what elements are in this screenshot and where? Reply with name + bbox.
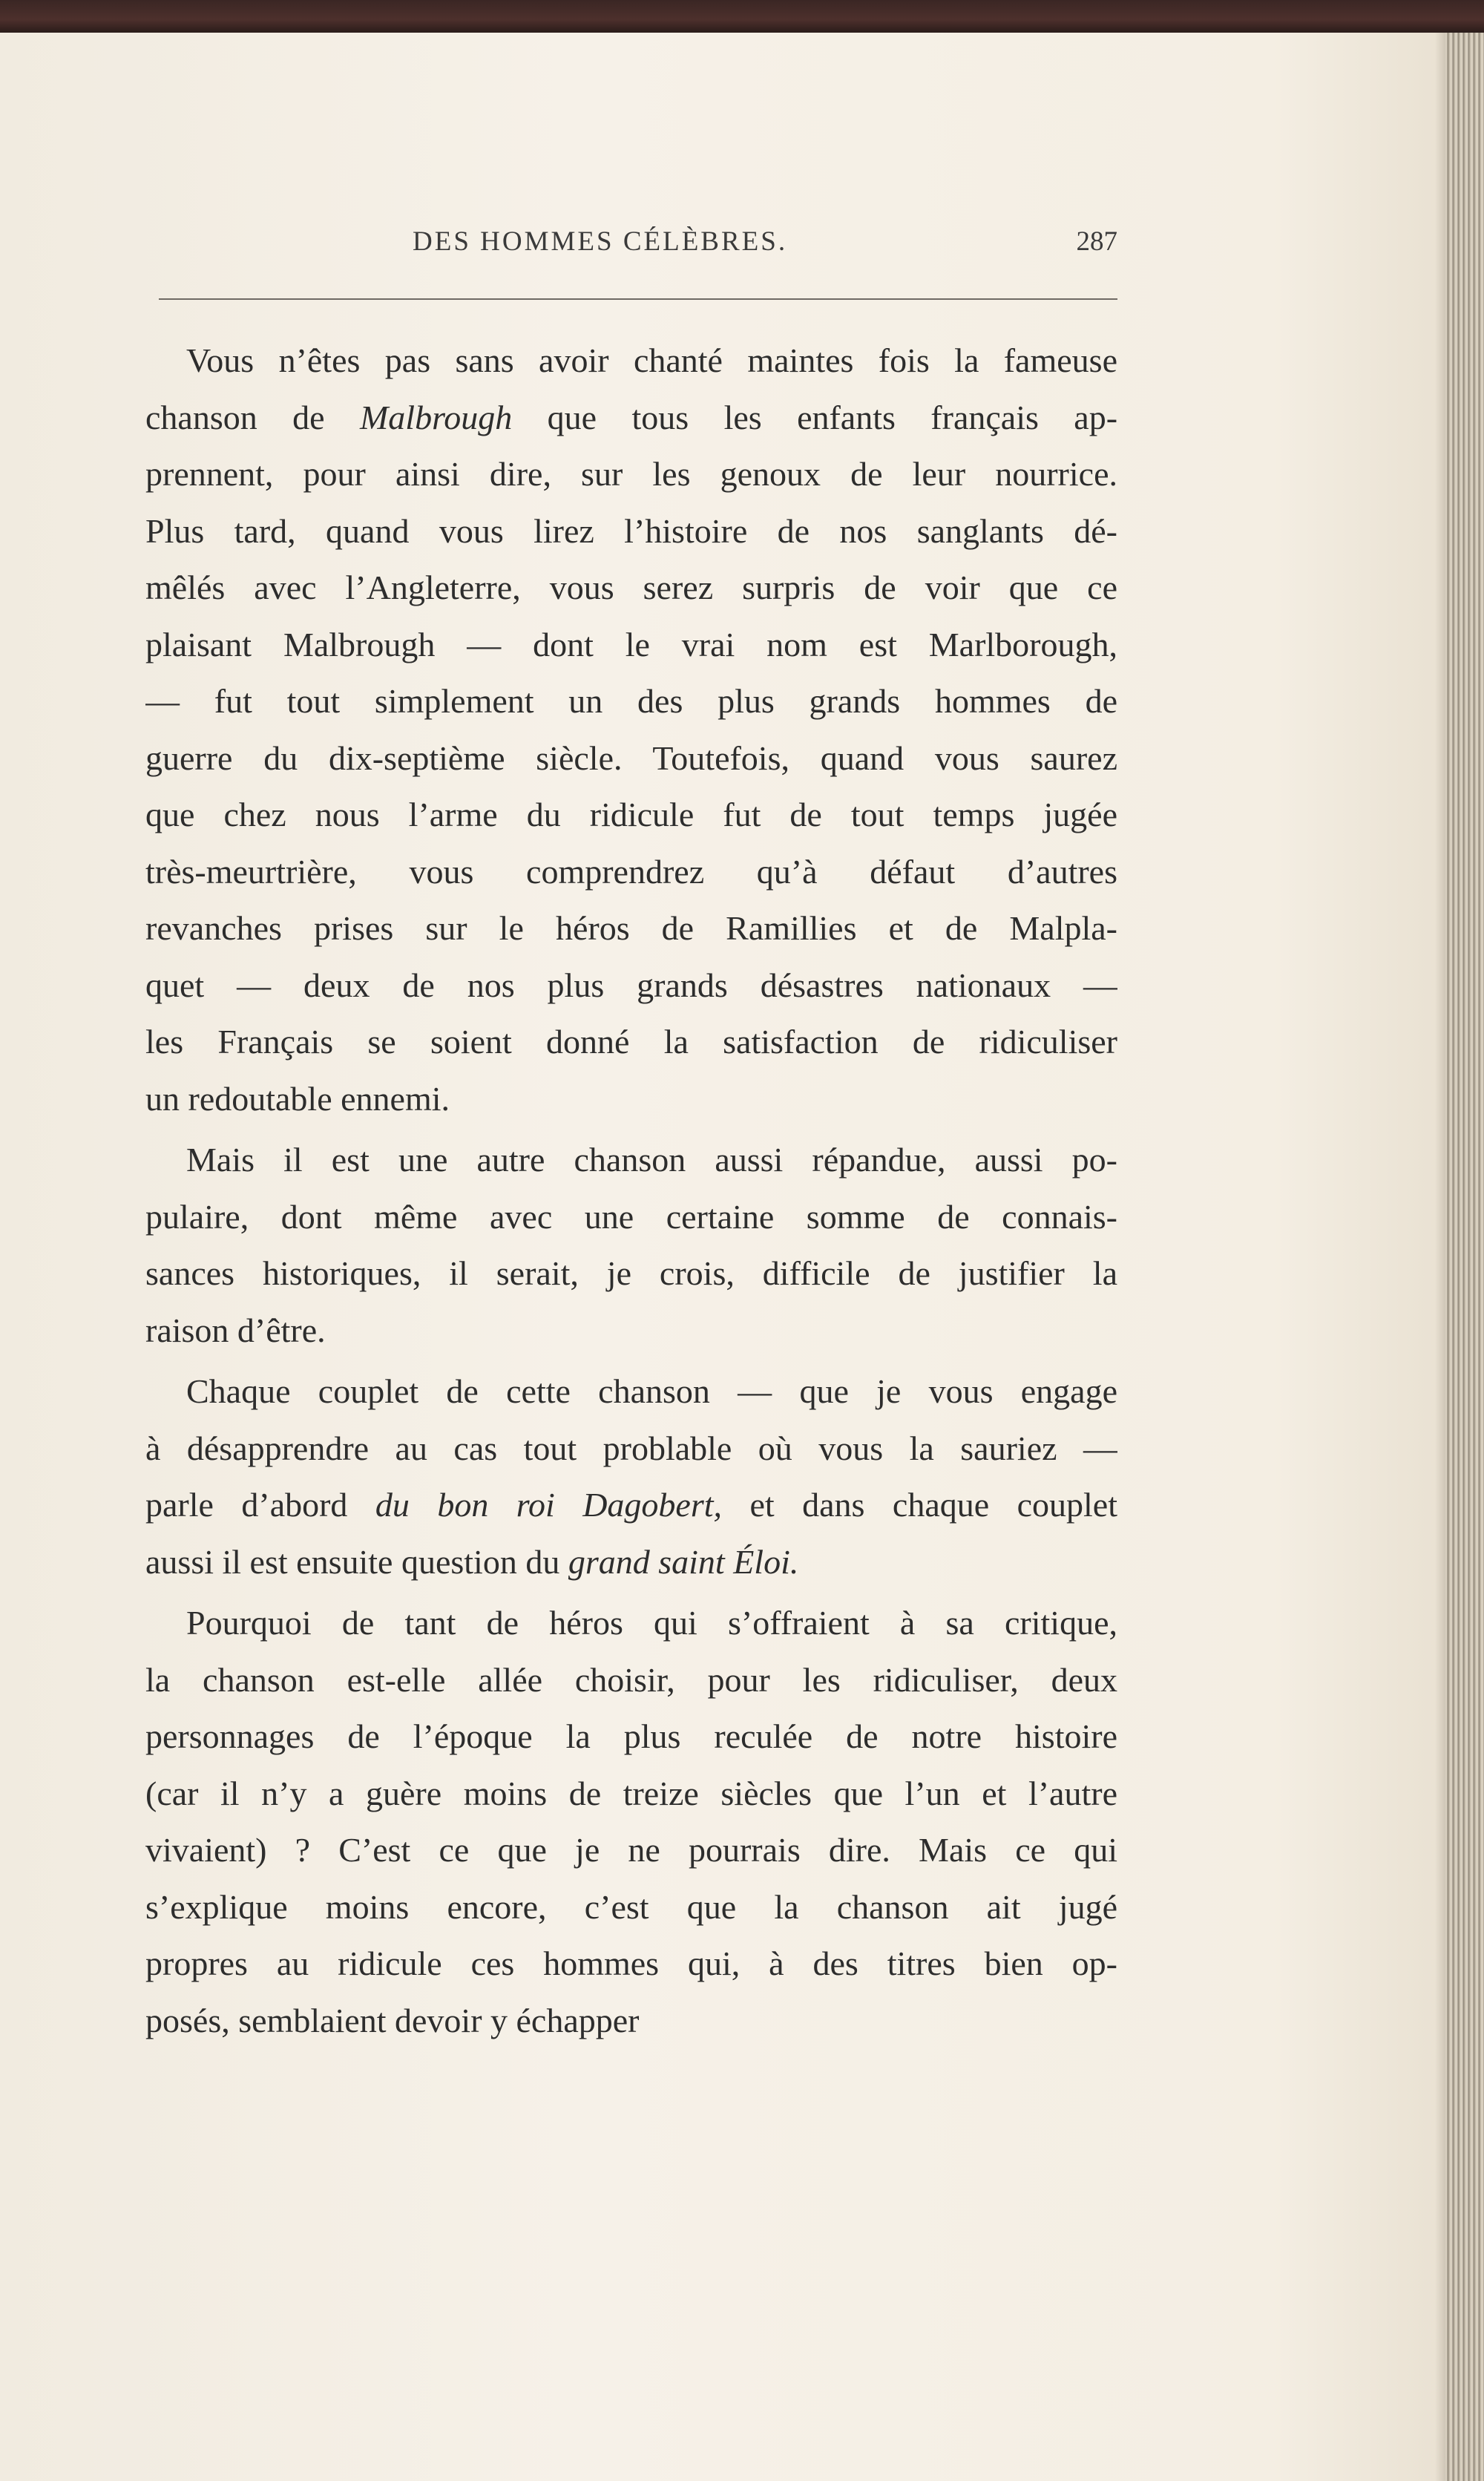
text-line: — fut tout simplement un des plus grands hommes de (145, 682, 1117, 720)
text-line: Plus tard, quand vous lirez l’histoire de nos sanglants dé- (145, 511, 1117, 550)
text-line: s’explique moins encore, c’est que la chanson ait jugé (145, 1887, 1117, 1926)
page-number: 287 (1076, 226, 1117, 257)
text-line: posés, semblaient devoir y échapper (145, 2001, 640, 2039)
text-line: sances historiques, il serait, je crois, difficile de justifier la (145, 1254, 1117, 1292)
text-line (145, 390, 1117, 447)
page-header (160, 220, 1117, 279)
book-top-edge (0, 0, 1484, 33)
text-line: raison d’être. (145, 1311, 326, 1349)
text-line: prennent, pour ainsi dire, sur les genoux de leur nourrice. (145, 455, 1117, 493)
text-run: et dans chaque couplet (749, 1486, 1117, 1524)
italic-title-malbrough: Malbrough (359, 398, 513, 436)
text-run: chanson de (145, 398, 325, 436)
italic-phrase-saint-eloi: grand saint Éloi. (568, 1542, 799, 1581)
text-line: Mais il est une autre chanson aussi répandue, aussi po- (186, 1141, 1117, 1179)
text-line: pulaire, dont même avec une certaine somme de connais- (145, 1197, 1117, 1236)
text-run: aussi il est ensuite question du (145, 1542, 560, 1581)
italic-phrase-dagobert: du bon roi Dagobert, (375, 1486, 723, 1524)
text-line: vivaient) ? C’est ce que je ne pourrais dire. Mais ce qui (145, 1831, 1117, 1869)
text-line: revanches prises sur le héros de Ramillies et de Malpla- (145, 909, 1117, 947)
body-text (145, 332, 1117, 2049)
text-line: plaisant Malbrough — dont le vrai nom est Marlborough, (145, 625, 1117, 663)
text-run: que tous les enfants français ap- (547, 398, 1117, 436)
paragraph-4 (145, 1595, 1117, 2049)
text-line: (car il n’y a guère moins de treize siècles que l’un et l’autre (145, 1774, 1117, 1812)
text-line: mêlés avec l’Angleterre, vous serez surpris de voir que ce (145, 568, 1117, 606)
text-line: propres au ridicule ces hommes qui, à des titres bien op- (145, 1944, 1117, 1982)
text-line: personnages de l’époque la plus reculée de notre histoire (145, 1717, 1117, 1755)
text-line: que chez nous l’arme du ridicule fut de tout temps jugée (145, 796, 1117, 833)
text-line: Pourquoi de tant de héros qui s’offraient à sa critique, (186, 1604, 1117, 1642)
running-title: DES HOMMES CÉLÈBRES. (413, 226, 788, 257)
page-stack-edges (1445, 33, 1484, 2481)
text-line: les Français se soient donné la satisfaction de ridiculiser (145, 1023, 1117, 1061)
text-line: quet — deux de nos plus grands désastres nationaux — (145, 966, 1117, 1004)
text-line (145, 1477, 1117, 1534)
header-rule (159, 298, 1117, 300)
text-line: Vous n’êtes pas sans avoir chanté maintes fois la fameuse (186, 341, 1117, 379)
paragraph-3 (145, 1363, 1117, 1590)
text-run: parle d’abord (145, 1486, 348, 1524)
text-line: un redoutable ennemi. (145, 1079, 450, 1118)
text-line (145, 1534, 1117, 1591)
paragraph-2 (145, 1132, 1117, 1359)
text-line: la chanson est-elle allée choisir, pour les ridiculiser, deux (145, 1660, 1117, 1699)
text-line: à désapprendre au cas tout problable où vous la sauriez — (145, 1429, 1117, 1467)
text-line: guerre du dix-septième siècle. Toutefois, quand vous saurez (145, 738, 1117, 777)
text-line: très-meurtrière, vous comprendrez qu’à défaut d’autres (145, 852, 1117, 891)
text-line: Chaque couplet de cette chanson — que je vous engage (186, 1372, 1117, 1410)
paragraph-1 (145, 332, 1117, 1127)
